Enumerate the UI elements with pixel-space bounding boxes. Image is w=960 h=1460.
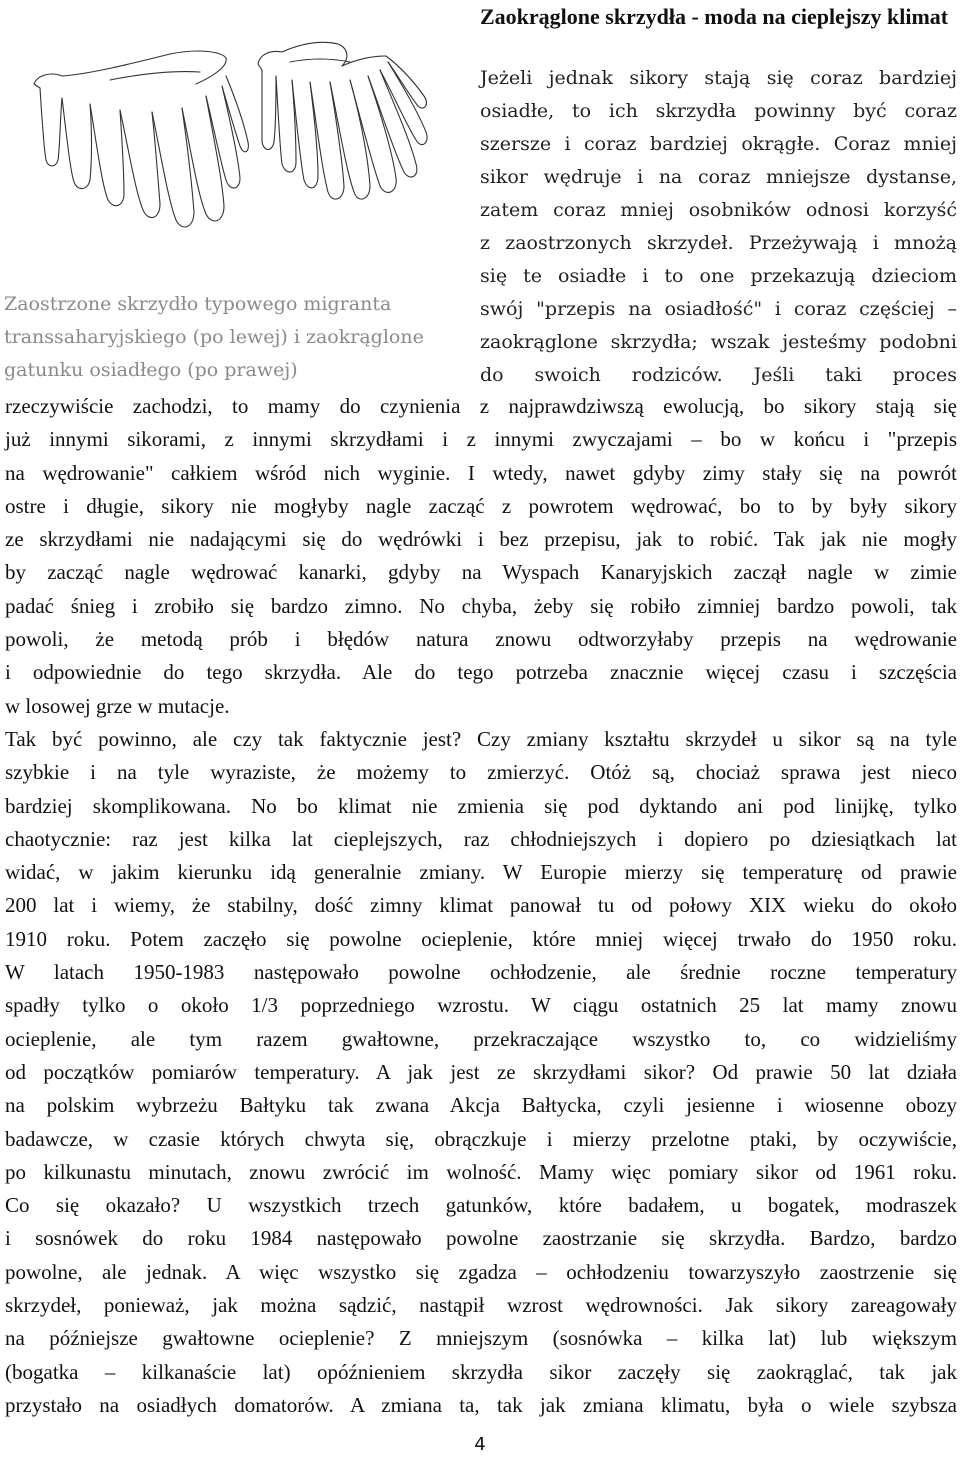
text-line: i odpowiednie do tego skrzydła. Ale do tego potrzeba znacznie więcej czasu i szczęścia (5, 660, 957, 685)
wing-drawings-icon (0, 0, 462, 290)
text-line: Co się okazało? U wszystkich trzech gatunków, które badałem, u bogatek, modraszek (5, 1193, 957, 1218)
text-line: Jeżeli jednak sikory stają się coraz bardziej (480, 67, 957, 89)
side-paragraph (480, 62, 957, 392)
text-line: na późniejsze gwałtowne ocieplenie? Z mniejszym (sosnówka – kilka lat) lub większym (5, 1326, 957, 1351)
caption-line: gatunku osiadłego (po prawej) (4, 359, 298, 381)
caption-line: Zaostrzone skrzydło typowego migranta (4, 293, 392, 315)
text-line: Tak być powinno, ale czy tak faktycznie jest? Czy zmiany kształtu skrzydeł u sikor są na tyle (5, 726, 957, 751)
text-line: padać śnieg i zrobiło się bardzo zimno. No chyba, żeby się robiło zimniej bardzo powoli, tak (5, 593, 957, 618)
text-line: 200 lat i wiemy, że stabilny, dość zimny klimat panował tu od połowy XIX wieku do około (5, 893, 957, 918)
text-line: ze skrzydłami nie nadającymi się do wędrówki i bez przepisu, jak to robić. Tak jak nie mogły (5, 527, 957, 552)
text-line: ocieplenie, ale tym razem gwałtowne, przekraczające wszystko to, co widzieliśmy (5, 1026, 957, 1051)
text-line: swój "przepis na osiadłość" i coraz częściej – (480, 298, 957, 320)
text-line: szersze i coraz bardziej okrągłe. Coraz mniej (480, 133, 957, 155)
text-line: osiadłe, to ich skrzydła powinny być coraz (480, 100, 957, 122)
wing-illustration (0, 0, 462, 300)
text-line: i sosnówek do roku 1984 następowało powolne zaostrzanie się skrzydła. Bardzo, bardzo (5, 1226, 957, 1251)
text-line: rzeczywiście zachodzi, to mamy do czynienia z najprawdziwszą ewolucją, bo sikory stają się (5, 394, 957, 418)
text-line: powolne, ale jednak. A więc wszystko się zgadza – ochłodzeniu towarzyszyło zaostrzenie się (5, 1259, 957, 1284)
text-line: ostre i długie, sikory nie mogłyby nagle zacząć z powrotem wędrować, bo to by były sikory (5, 493, 957, 518)
text-line: (bogatka – kilkanaście lat) opóźnieniem skrzydła sikor zaczęły się zaokrąglać, tak jak (5, 1359, 957, 1384)
text-line: już innymi sikorami, z innymi skrzydłami i z innymi zwyczajami – bo w końcu i "przepis (5, 427, 957, 452)
page-number: 4 (474, 1434, 486, 1455)
rounded-wing-icon (258, 42, 427, 199)
text-line: widać, w jakim kierunku idą generalnie zmiany. W Europie mierzy się temperaturę od prawie (5, 860, 957, 885)
text-line: sikor wędruje i na coraz mniejsze dystanse, (480, 166, 957, 188)
text-line: W latach 1950-1983 następowało powolne ochłodzenie, ale średnie roczne temperatury (5, 960, 957, 985)
caption-line: transsaharyjskiego (po lewej) i zaokrąglone (4, 326, 424, 348)
text-line: spadły tylko o około 1/3 poprzedniego wzrostu. W ciągu ostatnich 25 lat mamy znowu (5, 993, 957, 1018)
text-line: skrzydeł, ponieważ, jak można sądzić, nastąpił wzrost wędrowności. Jak sikory zareagowały (5, 1293, 957, 1318)
text-line: szybkie i na tyle wyraziste, że możemy to zmierzyć. Otóż są, chociaż sprawa jest nieco (5, 760, 957, 785)
text-line: w losowej grze w mutacje. (5, 693, 230, 718)
text-line: od początków pomiarów temperatury. A jak jest ze skrzydłami sikor? Od prawie 50 lat działa (5, 1059, 957, 1084)
text-line: zaokrąglone skrzydła; wszak jesteśmy podobni (480, 331, 957, 353)
text-line: na polskim wybrzeżu Bałtyku tak zwana Akcja Bałtycka, czyli jesienne i wiosenne obozy (5, 1093, 957, 1118)
text-line: zatem coraz mniej osobników odnosi korzyść (480, 199, 957, 221)
figure-caption (4, 288, 454, 387)
section-heading: Zaokrąglone skrzydła - moda na cieplejszy klimat (480, 4, 949, 29)
text-line: chaotycznie: raz jest kilka lat cieplejszych, raz chłodniejszych i dopiero po dziesiątkach lat (5, 826, 957, 851)
text-line: się te osiadłe i to one przekazują dzieciom (480, 265, 957, 287)
text-line: przystało na osiadłych domatorów. A zmiana ta, tak jak zmiana klimatu, była o wiele szybsza (5, 1392, 957, 1417)
text-line: powoli, że metodą prób i błędów natura znowu odtworzyłaby przepis na wędrowanie (5, 627, 957, 652)
text-line: z zaostrzonych skrzydeł. Przeżywają i mnożą (480, 232, 957, 254)
text-line: 1910 roku. Potem zaczęło się powolne ocieplenie, które mniej więcej trwało do 1950 roku. (5, 926, 957, 951)
text-line: na wędrowanie" całkiem wśród nich wyginie. I wtedy, nawet gdyby zimy stały się na powrót (5, 460, 957, 485)
text-line: bardziej skomplikowana. No bo klimat nie zmienia się pod dyktando ani pod linijkę, tylko (5, 793, 957, 818)
text-line: do swoich rodziców. Jeśli taki proces (480, 364, 957, 386)
text-line: po kilkunastu minutach, znowu zwrócić im wolność. Mamy więc pomiary sikor od 1961 roku. (5, 1159, 957, 1184)
text-line: by zacząć nagle wędrować kanarki, gdyby na Wyspach Kanaryjskich zaczął nagle w zimie (5, 560, 957, 585)
pointed-wing-icon (34, 51, 248, 227)
body-text (5, 390, 957, 1422)
text-line: badawcze, w czasie których chwyta się, obrączkuje i mierzy przelotne ptaki, by oczywiście, (5, 1126, 957, 1151)
